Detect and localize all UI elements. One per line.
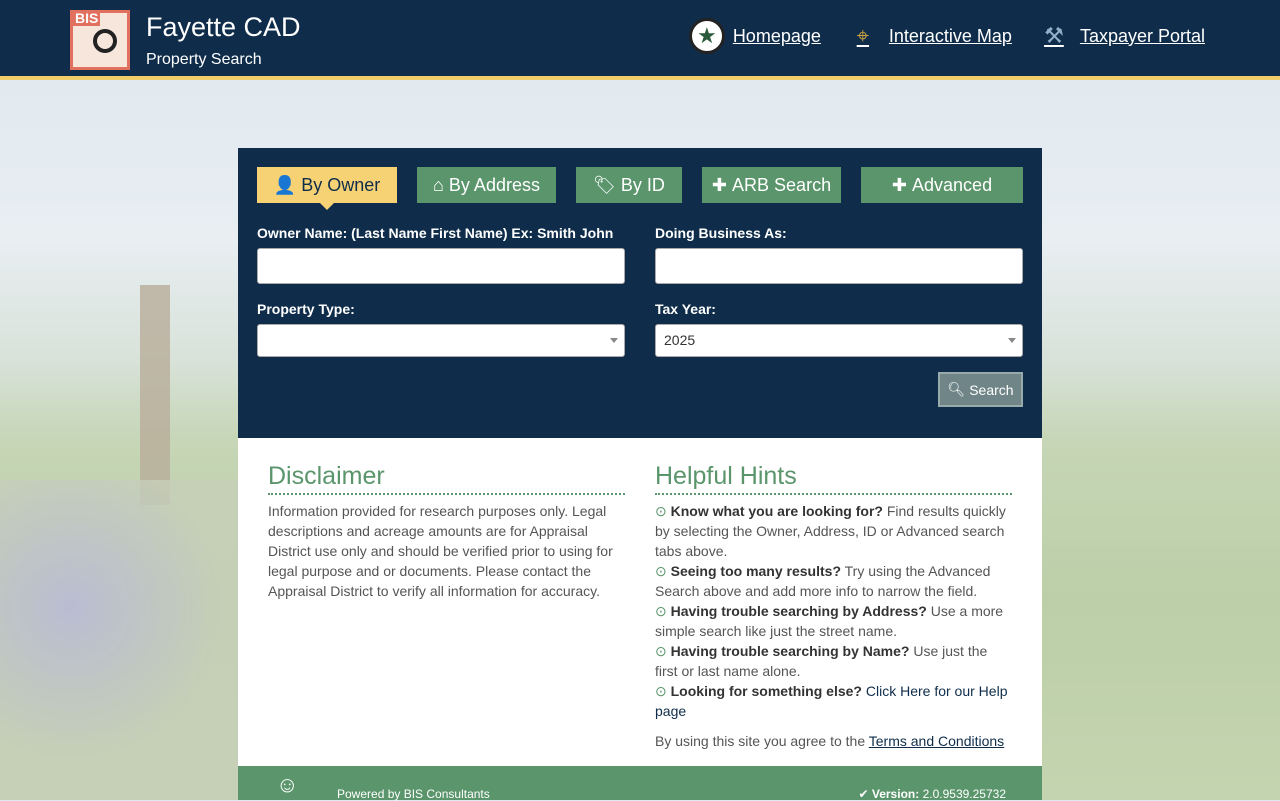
tax-year-select[interactable]: 2025 <box>655 324 1023 357</box>
dba-label: Doing Business As: <box>655 225 787 241</box>
tab-by-id[interactable] <box>576 167 682 203</box>
magnifier-icon <box>93 29 117 53</box>
site-subtitle: Property Search <box>146 51 262 68</box>
version-info <box>858 787 1006 801</box>
tax-year-label: Tax Year: <box>655 301 716 317</box>
tab-label: Advanced <box>912 174 993 195</box>
site-header <box>0 0 1280 80</box>
hint-question: Seeing too many results? <box>670 563 841 579</box>
hint-answer: Use a more simple search like just the street name. <box>655 603 1004 639</box>
nav-interactive-map[interactable] <box>845 18 1012 54</box>
property-type-select[interactable] <box>257 324 625 357</box>
tab-arb-search[interactable] <box>702 167 841 203</box>
tab-advanced[interactable] <box>861 167 1023 203</box>
footer <box>238 766 1042 800</box>
logo-text: BIS <box>75 10 99 26</box>
disclaimer-text: Information provided for research purposes only. Legal descriptions and acreage amounts are for Appraisal District use only and should be verified prior to using for legal purpose and or documents. Please contact the Appraisal District to verify all information for accuracy. <box>268 503 613 599</box>
version-number: 2.0.9539.25732 <box>922 787 1006 801</box>
tab-label: By ID <box>620 174 665 195</box>
search-label: Search <box>969 381 1014 398</box>
hint-question: Having trouble searching by Address? <box>670 603 927 619</box>
circle-dot-icon: ⊙ <box>655 683 667 699</box>
nav-label: Homepage <box>732 25 821 46</box>
bis-logo[interactable] <box>70 10 130 70</box>
circle-dot-icon: ⊙ <box>655 603 667 619</box>
hint-answer: Use just the first or last name alone. <box>655 643 988 679</box>
tab-label: ARB Search <box>732 174 832 195</box>
gavel-icon: ⚒ <box>1044 23 1064 48</box>
disclaimer-title: Disclaimer <box>268 462 625 495</box>
hint-item <box>655 601 1012 641</box>
hint-question: Looking for something else? <box>670 683 862 699</box>
tab-by-owner[interactable] <box>257 167 397 203</box>
hint-question: Having trouble searching by Name? <box>670 643 910 659</box>
hint-item <box>655 681 1012 721</box>
tab-label: By Address <box>448 174 540 195</box>
hint-item <box>655 561 1012 601</box>
plus-icon: ✚ <box>891 174 907 195</box>
hint-item <box>655 501 1012 561</box>
dba-input[interactable] <box>655 248 1023 284</box>
powered-by: Powered by BIS Consultants <box>337 787 490 801</box>
circle-dot-icon: ⊙ <box>655 643 667 659</box>
search-panel <box>238 148 1042 438</box>
circle-dot-icon: ⊙ <box>655 503 667 519</box>
search-button[interactable] <box>938 372 1023 407</box>
nav-label: Taxpayer Portal <box>1079 25 1205 46</box>
home-icon: ⌂ <box>433 174 444 195</box>
map-pin-icon: ⌖ <box>856 23 870 48</box>
owner-name-label: Owner Name: (Last Name First Name) Ex: Smith John <box>257 225 614 241</box>
terms-note <box>655 731 1012 751</box>
info-section <box>238 438 1042 766</box>
hint-item <box>655 641 1012 681</box>
header-nav <box>689 18 1205 54</box>
plus-icon: ✚ <box>711 174 728 195</box>
nav-homepage[interactable] <box>689 18 821 54</box>
background-fence-post <box>140 285 170 505</box>
nav-label: Interactive Map <box>888 25 1012 46</box>
hints-list <box>655 501 1012 751</box>
owner-name-input[interactable] <box>257 248 625 284</box>
property-type-label: Property Type: <box>257 301 355 317</box>
user-icon: 👤 <box>273 174 297 195</box>
nav-taxpayer-portal[interactable] <box>1036 18 1205 54</box>
bis-mascot-icon: ☺ <box>276 772 299 797</box>
terms-prefix: By using this site you agree to the <box>655 733 869 749</box>
circle-dot-icon: ⊙ <box>655 563 667 579</box>
help-page-link[interactable]: Click Here for our Help page <box>655 683 1008 719</box>
check-icon: ✔ <box>858 787 869 801</box>
tag-icon: 🏷 <box>593 174 616 195</box>
version-label: Version: <box>871 787 920 801</box>
terms-link[interactable]: Terms and Conditions <box>868 733 1005 749</box>
search-tabs <box>257 167 1023 203</box>
hints-title: Helpful Hints <box>655 462 1012 495</box>
tab-by-address[interactable] <box>417 167 556 203</box>
hint-question: Know what you are looking for? <box>670 503 883 519</box>
hint-answer: Find results quickly by selecting the Owner, Address, ID or Advanced search tabs above. <box>655 503 1006 559</box>
star-seal-icon: ★ <box>689 18 725 54</box>
search-icon: 🔍︎ <box>947 381 966 397</box>
tab-label: By Owner <box>301 174 381 195</box>
background-flowers <box>0 480 238 800</box>
site-title: Fayette CAD <box>146 12 301 42</box>
hint-answer: Try using the Advanced Search above and add more info to narrow the field. <box>655 563 991 599</box>
